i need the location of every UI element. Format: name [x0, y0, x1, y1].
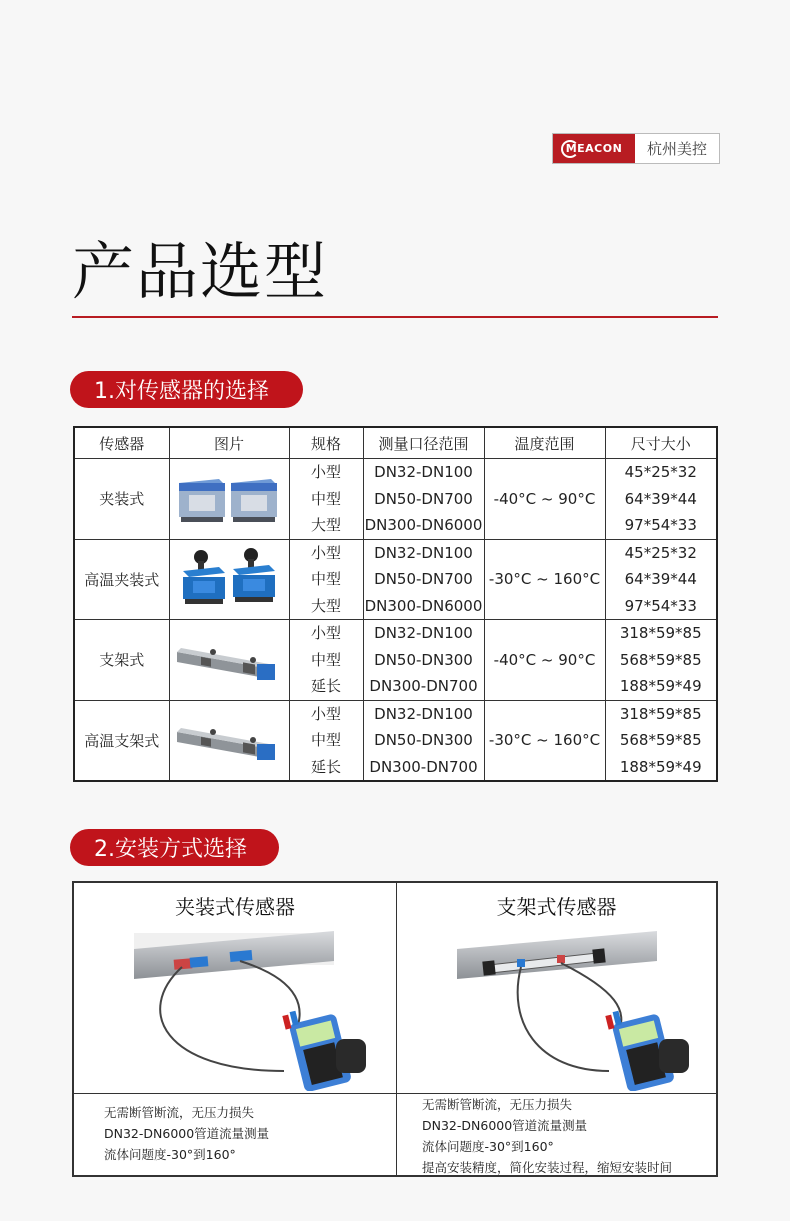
temp-range: -40°C ~ 90°C [484, 620, 605, 701]
range-item: DN300-DN700 [369, 677, 478, 695]
size-item: 64*39*44 [624, 489, 697, 508]
clamp-install-panel [74, 883, 397, 1175]
size-item: 45*25*32 [624, 463, 697, 481]
col-header-temp: 温度范围 [484, 427, 605, 459]
size-item: 568*59*85 [619, 731, 702, 749]
spec-item: 中型 [310, 570, 341, 588]
clamp-install-illustration [74, 921, 396, 1091]
sensor-type: 高温夹装式 [74, 539, 169, 620]
temp-range: -30°C ~ 160°C [484, 700, 605, 781]
note-line: 流体问题度-30°到160° [422, 1139, 554, 1154]
spec-item: 中型 [310, 731, 341, 749]
range-item: DN50-DN700 [374, 570, 473, 588]
size-list [605, 620, 717, 701]
sensor-type: 支架式 [74, 620, 169, 701]
col-header-spec: 规格 [289, 427, 363, 459]
range-list [363, 459, 484, 540]
range-item: DN300-DN700 [369, 757, 478, 776]
section-2-heading: 2.安装方式选择 [70, 829, 279, 866]
note-line: 提高安装精度，简化安装过程，缩短安装时间 [422, 1160, 673, 1175]
range-item: DN32-DN100 [374, 624, 473, 642]
brand-name: 杭州美控 [646, 140, 707, 158]
high-temp-clamp-sensor-image [173, 547, 285, 611]
spec-list [289, 459, 363, 540]
size-list [605, 459, 717, 540]
panel-title: 夹装式传感器 [175, 895, 295, 919]
range-item: DN32-DN100 [374, 704, 473, 723]
range-item: DN50-DN300 [374, 650, 473, 669]
temp-range: -30°C ~ 160°C [484, 539, 605, 620]
table-row [74, 539, 717, 620]
size-list [605, 539, 717, 620]
note-line: 无需断管断流，无压力损失 [104, 1105, 255, 1120]
range-item: DN32-DN100 [374, 463, 473, 481]
table-header-row [74, 427, 717, 459]
spec-item: 大型 [310, 516, 341, 534]
spec-item: 小型 [310, 624, 341, 642]
range-list [363, 620, 484, 701]
note-line: 流体问题度-30°到160° [104, 1147, 236, 1162]
bracket-install-notes [397, 1093, 716, 1175]
spec-list [289, 700, 363, 781]
spec-item: 中型 [310, 489, 341, 508]
table-row [74, 700, 717, 781]
size-item: 45*25*32 [624, 543, 697, 562]
table-row [74, 459, 717, 540]
bracket-install-illustration [397, 921, 716, 1091]
size-item: 64*39*44 [624, 570, 697, 588]
range-item: DN50-DN700 [374, 489, 473, 508]
size-item: 318*59*85 [619, 624, 702, 642]
size-item: 318*59*85 [619, 704, 702, 723]
high-temp-bracket-sensor-image [173, 710, 285, 770]
title-divider [72, 316, 718, 318]
range-item: DN300-DN6000 [364, 596, 483, 615]
clamp-install-notes [74, 1093, 396, 1175]
temp-range: -40°C ~ 90°C [484, 459, 605, 540]
range-item: DN50-DN300 [374, 731, 473, 749]
note-line: DN32-DN6000管道流量测量 [104, 1126, 270, 1141]
brand-logo [552, 133, 720, 164]
range-list [363, 539, 484, 620]
col-header-sensor: 传感器 [74, 427, 169, 459]
range-item: DN300-DN6000 [364, 516, 483, 534]
sensor-type: 夹装式 [74, 459, 169, 540]
table-row [74, 620, 717, 701]
sensor-image [169, 700, 289, 781]
clamp-sensor-image [173, 469, 285, 529]
bracket-sensor-image [173, 630, 285, 690]
logo-mark: MEACON [553, 134, 635, 163]
spec-item: 延长 [310, 757, 341, 776]
col-header-image: 图片 [169, 427, 289, 459]
sensor-image [169, 539, 289, 620]
spec-item: 延长 [310, 677, 341, 695]
page-title: 产品选型 [72, 235, 329, 308]
spec-item: 小型 [310, 704, 341, 723]
sensor-image [169, 459, 289, 540]
spec-list [289, 620, 363, 701]
note-line: 无需断管断流，无压力损失 [422, 1097, 573, 1112]
sensor-type: 高温支架式 [74, 700, 169, 781]
note-line: DN32-DN6000管道流量测量 [422, 1118, 588, 1133]
size-item: 97*54*33 [624, 596, 697, 615]
installation-comparison [72, 881, 718, 1177]
spec-item: 小型 [310, 463, 341, 481]
range-item: DN32-DN100 [374, 543, 473, 562]
spec-item: 小型 [310, 543, 341, 562]
section-1-heading: 1.对传感器的选择 [70, 371, 303, 408]
size-list [605, 700, 717, 781]
bracket-install-panel [397, 883, 716, 1175]
col-header-range: 测量口径范围 [363, 427, 484, 459]
col-header-size: 尺寸大小 [605, 427, 717, 459]
size-item: 97*54*33 [624, 516, 697, 534]
sensor-image [169, 620, 289, 701]
range-list [363, 700, 484, 781]
panel-title: 支架式传感器 [496, 895, 617, 919]
size-item: 568*59*85 [619, 650, 702, 669]
spec-list [289, 539, 363, 620]
spec-item: 中型 [310, 650, 341, 669]
sensor-selection-table [73, 426, 718, 782]
size-item: 188*59*49 [619, 757, 702, 776]
size-item: 188*59*49 [619, 677, 702, 695]
spec-item: 大型 [310, 596, 341, 615]
